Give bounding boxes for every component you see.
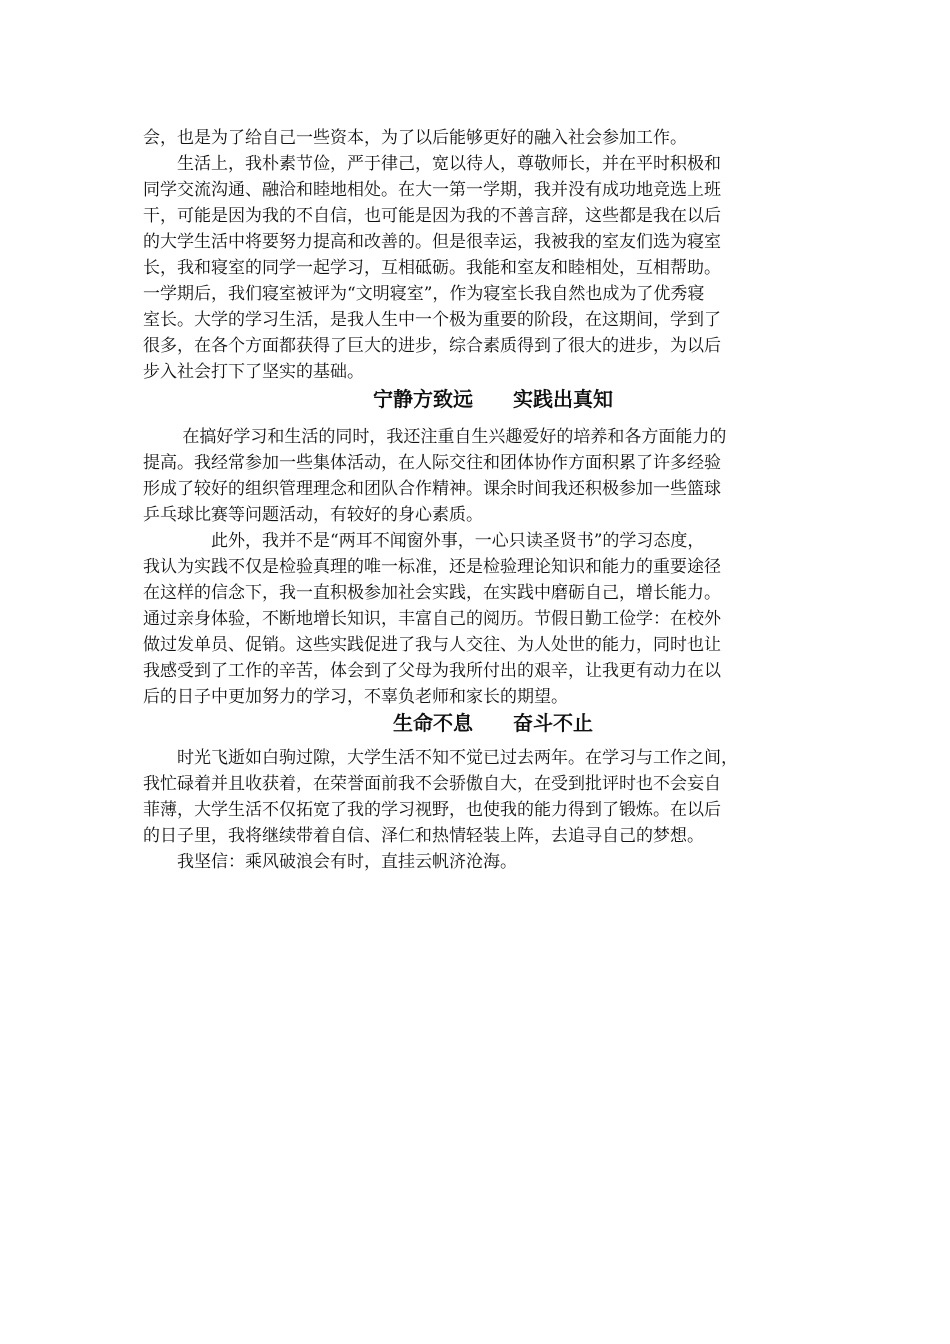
- text-line: 一学期后，我们寝室被评为“文明寝室”，作为寝室长我自然也成为了优秀寝: [143, 284, 705, 304]
- text-line: 生活上，我朴素节俭，严于律己，宽以待人，尊敬师长，并在平时积极和: [143, 154, 721, 174]
- text-line: 干，可能是因为我的不自信，也可能是因为我的不善言辞，这些都是我在以后: [143, 206, 721, 226]
- text-line: 同学交流沟通、融洽和睦地相处。在大一第一学期，我并没有成功地竞选上班: [143, 180, 721, 200]
- text-line: 的大学生活中将要努力提高和改善的。但是很幸运，我被我的室友们选为寝室: [143, 232, 721, 252]
- text-line: 我认为实践不仅是检验真理的唯一标准，还是检验理论知识和能力的重要途径: [143, 557, 721, 577]
- text-line: 我感受到了工作的辛苦，体会到了父母为我所付出的艰辛，让我更有动力在以: [143, 661, 721, 681]
- text-line: 步入社会打下了坚实的基础。: [143, 362, 364, 382]
- text-line: 我忙碌着并且收获着，在荣誉面前我不会骄傲自大，在受到批评时也不会妄自: [143, 774, 721, 794]
- text-line: 做过发单员、促销。这些实践促进了我与人交往、为人处世的能力，同时也让: [143, 635, 721, 655]
- text-line: 时光飞逝如白驹过隙，大学生活不知不觉已过去两年。在学习与工作之间，: [143, 748, 738, 768]
- paragraph-block-life: [143, 125, 805, 385]
- paragraph-block-practice: [143, 424, 805, 710]
- text-line: 形成了较好的组织管理理念和团队合作精神。课余时间我还积极参加一些篮球: [143, 479, 721, 499]
- text-line: 我坚信：乘风破浪会有时，直挂云帆济沧海。: [143, 852, 517, 872]
- paragraph-block-conclusion: [143, 745, 805, 875]
- text-line: 后的日子中更加努力的学习，不辜负老师和家长的期望。: [143, 687, 568, 707]
- text-line: 菲薄，大学生活不仅拓宽了我的学习视野，也使我的能力得到了锻炼。在以后: [143, 800, 721, 820]
- text-line: 乒乓球比赛等问题活动，有较好的身心素质。: [143, 505, 483, 525]
- text-line: 此外，我并不是“两耳不闻窗外事，一心只读圣贤书”的学习态度，: [143, 531, 705, 551]
- text-line: 长，我和寝室的同学一起学习，互相砥砺。我能和室友和睦相处，互相帮助。: [143, 258, 721, 278]
- text-line: 室长。大学的学习生活，是我人生中一个极为重要的阶段，在这期间，学到了: [143, 310, 721, 330]
- text-line: 会，也是为了给自己一些资本，为了以后能够更好的融入社会参加工作。: [143, 128, 687, 148]
- text-line: 很多，在各个方面都获得了巨大的进步，综合素质得到了很大的进步，为以后: [143, 336, 721, 356]
- section-heading-striving: 生命不息 奋斗不止: [393, 711, 593, 735]
- text-line: 的日子里，我将继续带着自信、泽仁和热情轻装上阵，去追寻自己的梦想。: [143, 826, 704, 846]
- text-line: 在搞好学习和生活的同时，我还注重自生兴趣爱好的培养和各方面能力的: [143, 427, 727, 447]
- text-line: 在这样的信念下，我一直积极参加社会实践，在实践中磨砺自己，增长能力。: [143, 583, 721, 603]
- text-line: 提高。我经常参加一些集体活动，在人际交往和团体协作方面积累了许多经验: [143, 453, 721, 473]
- section-heading-practice: 宁静方致远 实践出真知: [373, 387, 613, 411]
- text-line: 通过亲身体验，不断地增长知识，丰富自己的阅历。节假日勤工俭学：在校外: [143, 609, 721, 629]
